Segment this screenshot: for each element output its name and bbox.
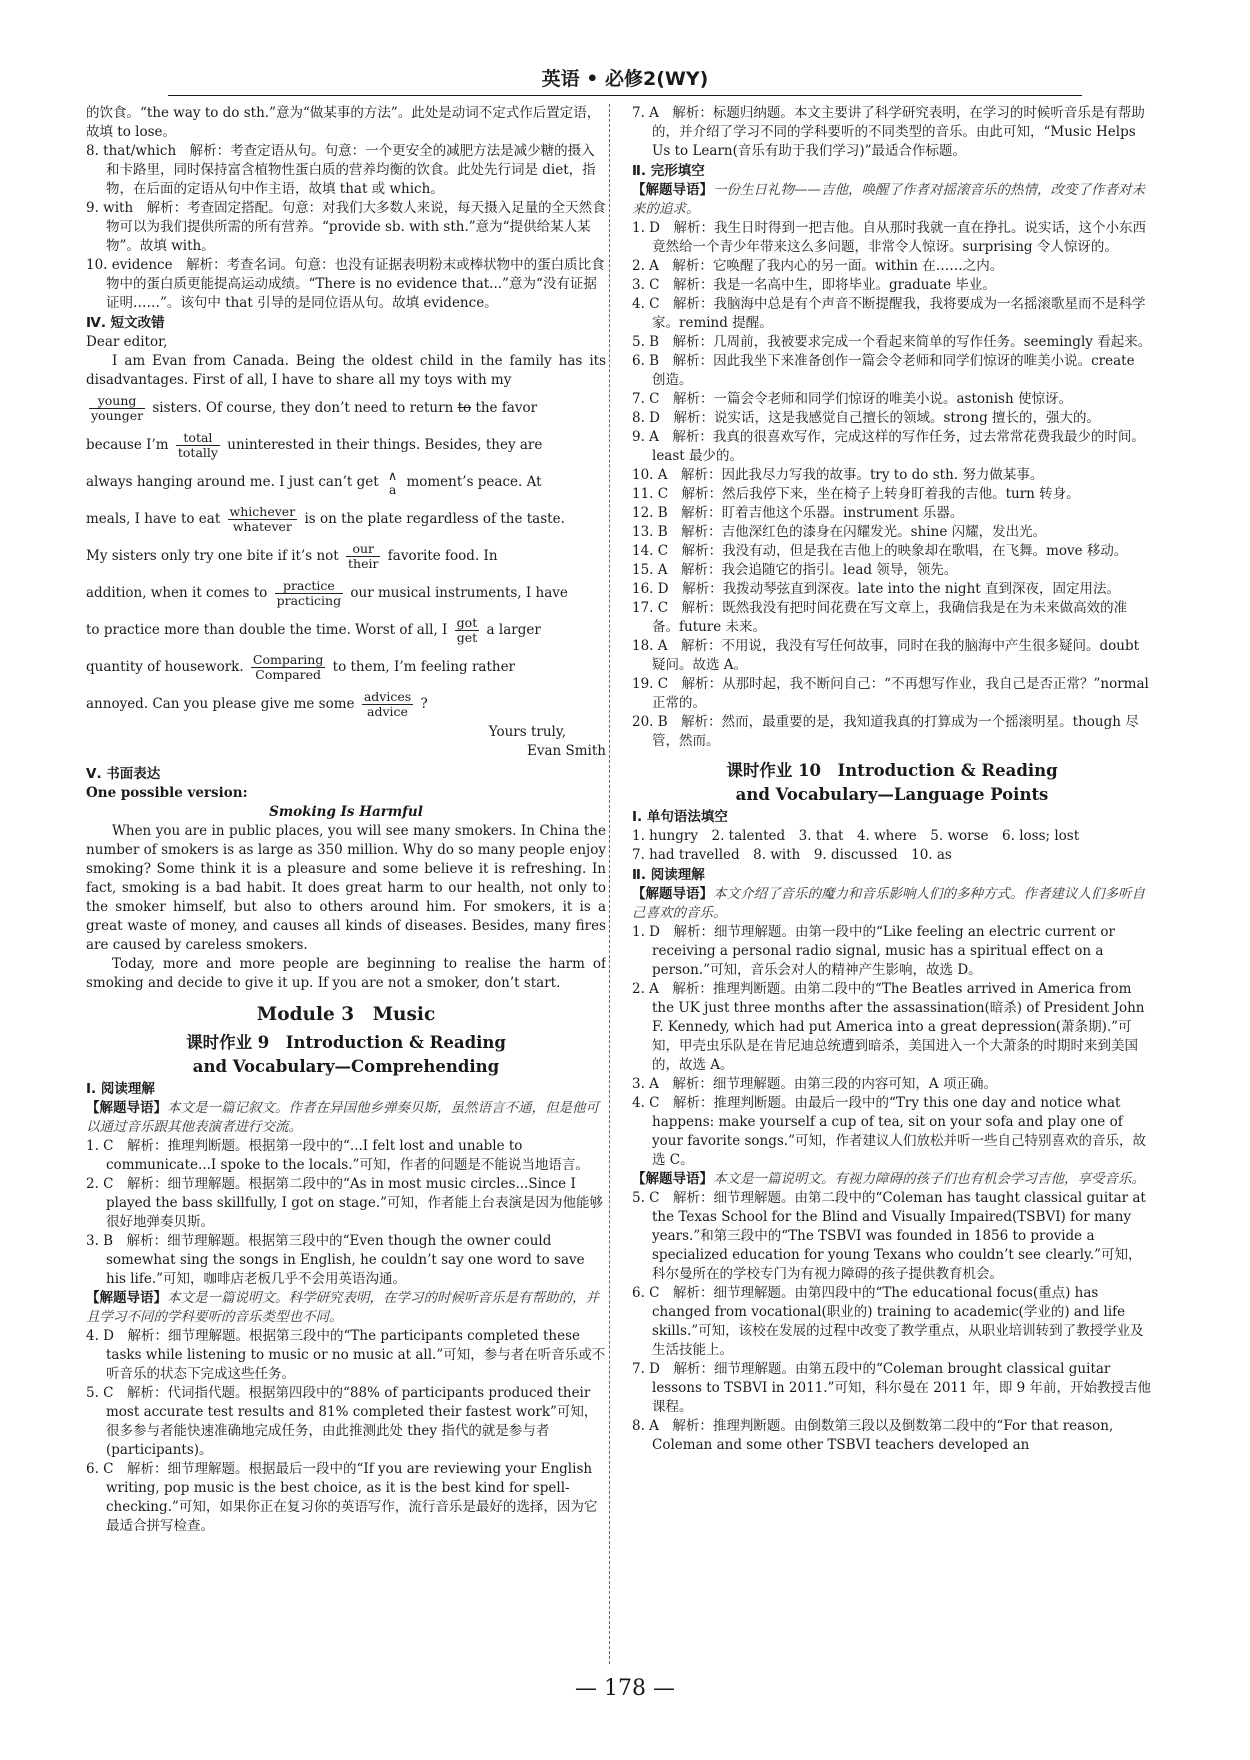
answer-item: 4. D 解析：细节理解题。根据第三段中的“The participants completed these tasks while listening to music or no music at all.”可知，参与者在听音乐或不听音乐的状态下完成这些任务。 [86,1328,606,1382]
answer-item: 7. C 解析：一篇会令老师和同学们惊讶的唯美小说。astonish 使惊讶。 [632,391,1072,407]
page-header [84,62,1166,96]
answer-item: 3. A 解析：细节理解题。由第三段的内容可知，A 项正确。 [632,1076,997,1092]
correction: advices advice [363,689,412,719]
correction: our their [348,541,379,571]
answer-item: 6. B 解析：因此我坐下来准备创作一篇会令老师和同学们惊讶的唯美小说。create 创造。 [632,353,1135,388]
insertion-mark: ∧ a [387,467,398,497]
letter-line: I am Evan from Canada. Being the oldest child in the family has its disadvantages. First of all, I have to share all my toys with my [86,353,606,388]
answer-item: 18. A 解析：不用说，我没有写任何故事，同时在我的脑海中产生很多疑问。doubt 疑问。故选 A。 [632,638,1140,673]
answer-item: 19. C 解析：从那时起，我不断问自己：“不再想写作业，我自己是否正常？”normal 正常的。 [632,676,1149,711]
letter-line: to practice more than double the time. Worst of all, I got get a larger [86,615,541,645]
answer-item: 8. D 解析：说实话，这是我感觉自己擅长的领域。strong 擅长的，强大的。 [632,410,1101,426]
correction: practice practicing [276,578,342,608]
letter-closing: Yours truly, [488,724,566,740]
homework-subtitle: and Vocabulary—Comprehending [192,1057,500,1076]
answer-item: 10. A 解析：因此我尽力写我的故事。try to do sth. 努力做某事。 [632,467,1044,483]
answer-item: 6. C 解析：细节理解题。根据最后一段中的“If you are reviewing your English writing, pop music is the best choice, as it is the best kind for spell-checking.”可知，如果你正在复习你的英语写作，流行音乐是最好的选择，因为它最适合拼写检查。 [86,1461,598,1534]
essay-paragraph: When you are in public places, you will see many smokers. In China the number of smokers is as large as 350 million. Why do so many people enjoy smoking? Some think it is a pleasure and some believe it is refreshing. In fact, smoking is a bad habit. It does great harm to our health, not only to the smoker himself, but also to others around him. For smokers, it is a great waste of money, and causes all kinds of diseases. Besides, many fires are caused by careless smokers. [86,823,606,953]
answer-item: 2. C 解析：细节理解题。根据第二段中的“As in most music circles...Since I played the bass skillfully, I got on stage.”可知，作者能上台表演是因为他能够很好地弹奏贝斯。 [86,1176,604,1230]
guide-paragraph: 【解题导语】本文介绍了音乐的魔力和音乐影响人们的多种方式。作者建议人们多听自己喜欢的音乐。 [632,886,1145,921]
answer-item: 5. B 解析：几周前，我被要求完成一个看起来简单的写作任务。seemingly 看起来。 [632,334,1152,350]
answer-item: 3. B 解析：细节理解题。根据第三段中的“Even though the owner could somewhat sing the songs in English, he couldn’t say one word to save his life.”可知，咖啡店老板几乎不会用英语沟通。 [86,1233,585,1287]
letter-line: quantity of housework. Comparing Compared to them, I’m feeling rather [86,652,516,682]
letter-line: always hanging around me. I just can’t get ∧ a moment’s peace. At [86,467,542,497]
header-rule [168,95,1082,96]
answer-item: 6. C 解析：细节理解题。由第四段中的“The educational focus(重点) has changed from vocational(职业的) training to academic(学业的) and life skills.”可知，该校在发展的过程中改变了教学重点，从职业培训转到了教授学业及生活技能上。 [632,1285,1144,1358]
answer-item: 8. A 解析：推理判断题。由倒数第三段以及倒数第二段中的“For that reason, Coleman and some other TSBVI teachers developed an [632,1418,1114,1453]
section-heading-grammar: Ⅰ. 单句语法填空 [632,809,728,825]
answer-item: 1. D 解析：细节理解题。由第一段中的“Like feeling an electric current or receiving a personal radio signal, music has a spiritual effect on a person.”可知，音乐会对人的精神产生影响，故选 D。 [632,924,1115,978]
letter-line: addition, when it comes to practice practicing our musical instruments, I have [86,578,568,608]
letter-line: annoyed. Can you please give me some advices advice ? [86,689,428,719]
error-correction-letter [86,352,606,761]
answer-item: 2. A 解析：它唤醒了我内心的另一面。within 在……之内。 [632,258,1004,274]
answer-item: 5. C 解析：代词指代题。根据第四段中的“88% of participants produced their most accurate test results and 81% completed their fastest work”可知，很多参与者能快速准确地完成任务，由此推测此处 they 指代的就是参与者(participants)。 [86,1385,598,1458]
deleted-word: to [457,400,472,416]
module-title: Module 3 Music [256,1004,436,1025]
section-heading-writing: Ⅴ. 书面表达 [86,766,161,782]
essay-paragraph: Today, more and more people are beginning to realise the harm of smoking and decide to give it up. If you are not a smoker, don’t start. [86,956,606,991]
answer-item: 2. A 解析：推理判断题。由第二段中的“The Beatles arrived in America from the UK just three months after the assassination(暗杀) of President John F. Kennedy, which had put America into a great depression(萧条期).”可知，甲壳虫乐队是在肯尼迪总统遭到暗杀，美国进入一个大萧条的时期时来到美国的，故选 A。 [632,981,1145,1073]
homework-title: 课时作业 10 Introduction & Reading [726,761,1058,780]
letter-signature: Evan Smith [526,743,606,759]
answer-item: 15. A 解析：我会追随它的指引。lead 领导，领先。 [632,562,958,578]
version-label: One possible version: [86,785,248,801]
homework-subtitle: and Vocabulary—Language Points [735,785,1049,804]
answer-item: 12. B 解析：盯着吉他这个乐器。instrument 乐器。 [632,505,964,521]
answer-text: 的饮食。“the way to do sth.”意为“做某事的方法”。此处是动词不定式作后置定语，故填 to lose。 [86,105,601,140]
guide-paragraph: 【解题导语】一份生日礼物——吉他，唤醒了作者对摇滚音乐的热情，改变了作者对未来的追求。 [632,182,1145,217]
letter-greeting: Dear editor, [86,334,168,350]
answer-item: 14. C 解析：我没有动，但是我在吉他上的映象却在歌唱，在飞舞。move 移动。 [632,543,1128,559]
answer-item: 17. C 解析：既然我没有把时间花费在写文章上，我确信我是在为未来做高效的准备。future 未来。 [632,600,1128,635]
section-heading-error-correction: Ⅳ. 短文改错 [86,315,165,331]
answer-item: 11. C 解析：然后我停下来，坐在椅子上转身盯着我的吉他。turn 转身。 [632,486,1080,502]
answer-item: 9. A 解析：我真的很喜欢写作，完成这样的写作任务，过去常常花费我最少的时间。least 最少的。 [632,429,1145,464]
answer-item: 3. C 解析：我是一名高中生，即将毕业。graduate 毕业。 [632,277,996,293]
section-heading-reading: Ⅱ. 阅读理解 [632,867,705,883]
answer-item: 13. B 解析：吉他深红色的漆身在闪耀发光。shine 闪耀，发出光。 [632,524,1047,540]
answer-item: 4. C 解析：推理判断题。由最后一段中的“Try this one day and notice what happens: make yourself a cup of tea, sit on your sofa and play one of your favorite songs.”可知，作者建议人们放松并听一些自己特别喜欢的音乐，故选 C。 [632,1095,1146,1168]
correction: total totally [177,430,218,460]
guide-paragraph: 【解题导语】本文是一篇说明文。科学研究表明，在学习的时候听音乐是有帮助的，并且学习不同的学科要听的音乐类型也不同。 [86,1290,599,1325]
correction: whichever whatever [229,504,296,534]
right-column [632,104,1152,1659]
answer-item: 8. that/which 解析：考查定语从句。句意：一个更安全的减肥方法是减少糖的摄入和卡路里，同时保持富含植物性蛋白质的营养均衡的饮食。此处先行词是 diet，指物，在后面的定语从句中作主语，故填 that 或 which。 [86,143,596,197]
letter-line: My sisters only try one bite if it’s not our their favorite food. In [86,541,498,571]
grammar-answers: 1. hungry 2. talented 3. that 4. where 5. worse 6. loss; lost [632,828,1080,844]
letter-line: young younger sisters. Of course, they don’t need to return to the favor [91,393,538,423]
letter-line: because I’m total totally uninterested in their things. Besides, they are [86,430,543,460]
answer-item: 10. evidence 解析：考查名词。句意：也没有证据表明粉末或棒状物中的蛋白质比食物中的蛋白质更能提高运动成绩。“There is no evidence that...”意为“没有证据证明……”。该句中 that 引导的是同位语从句。故填 evidence。 [86,257,605,311]
section-heading-cloze: Ⅱ. 完形填空 [632,163,705,179]
correction: Comparing Compared [252,652,324,682]
correction: got get [456,615,478,645]
answer-item: 16. D 解析：我拨动琴弦直到深夜。late into the night 直到深夜，固定用法。 [632,581,1120,597]
answer-item: 7. D 解析：细节理解题。由第五段中的“Coleman brought classical guitar lessons to TSBVI in 2011.”可知，科尔曼在 2011 年，即 9 年前，开始教授吉他课程。 [632,1361,1152,1415]
answer-item: 5. C 解析：细节理解题。由第二段中的“Coleman has taught classical guitar at the Texas School for the Blind and Visually Impaired(TSBVI) for many years.”和第三段中的“The TSBVI was founded in 1856 to provide a specialized education for young Texans who couldn’t see clearly.”可知，科尔曼所在的学校专门为有视力障碍的孩子提供教育机会。 [632,1190,1146,1282]
answer-item: 9. with 解析：考查固定搭配。句意：对我们大多数人来说，每天摄入足量的全天然食物可以为我们提供所需的所有营养。“provide sb. with sth.”意为“提供给某人某物”。故填 with。 [86,200,606,254]
homework-title: 课时作业 9 Introduction & Reading [186,1033,506,1052]
column-divider [609,104,610,1664]
answer-item: 1. D 解析：我生日时得到一把吉他。自从那时我就一直在挣扎。说实话，这个小东西竟然给一个青少年带来这么多问题，非常令人惊讶。surprising 令人惊讶的。 [632,220,1146,255]
answer-item: 1. C 解析：推理判断题。根据第一段中的“...I felt lost and unable to communicate...I spoke to the locals.”可知，作者的问题是不能说当地语言。 [86,1138,589,1173]
page-number: — 178 — [575,1676,675,1701]
left-column [86,104,606,1659]
answer-item: 4. C 解析：我脑海中总是有个声音不断提醒我，我将要成为一名摇滚歌星而不是科学家。remind 提醒。 [632,296,1146,331]
grammar-answers: 7. had travelled 8. with 9. discussed 10. as [632,847,952,863]
header-title: 英语 • 必修2(WY) [541,68,709,90]
guide-paragraph: 【解题导语】本文是一篇说明文。有视力障碍的孩子们也有机会学习吉他，享受音乐。 [632,1171,1145,1187]
answer-item: 20. B 解析：然而，最重要的是，我知道我真的打算成为一个摇滚明星。though 尽管，然而。 [632,714,1139,749]
section-heading-reading: Ⅰ. 阅读理解 [86,1081,155,1097]
answer-item: 7. A 解析：标题归纳题。本文主要讲了科学研究表明，在学习的时候听音乐是有帮助的，并介绍了学习不同的学科要听的不同类型的音乐。由此可知，“Music Helps Us to Learn(音乐有助于我们学习)”最适合作标题。 [632,105,1145,159]
guide-paragraph: 【解题导语】本文是一篇记叙文。作者在异国他乡弹奏贝斯，虽然语言不通，但是他可以通过音乐跟其他表演者进行交流。 [86,1100,599,1135]
correction: young younger [91,393,144,423]
essay-title: Smoking Is Harmful [269,804,423,820]
letter-line: meals, I have to eat whichever whatever is on the plate regardless of the taste. [86,504,565,534]
